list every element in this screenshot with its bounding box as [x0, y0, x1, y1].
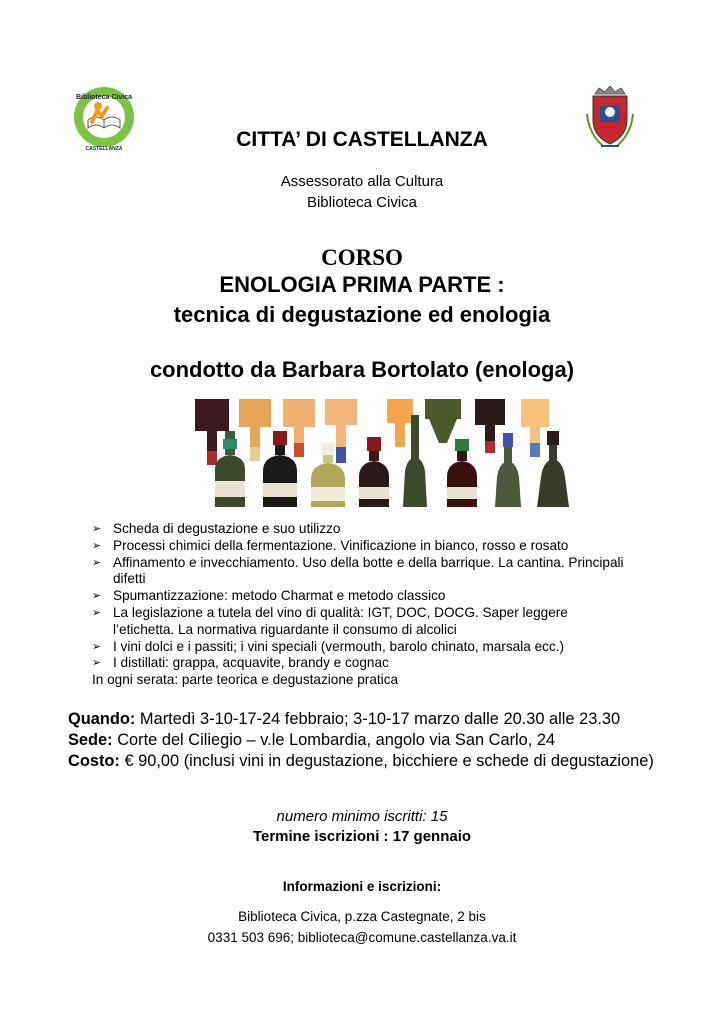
arrow-bullet-icon: ➢ [92, 657, 102, 670]
arrow-bullet-icon: ➢ [92, 523, 102, 535]
when-line [68, 709, 668, 730]
arrow-bullet-icon: ➢ [92, 606, 102, 619]
list-item: ➢ Scheda di degustazione e suo utilizzo [92, 521, 341, 536]
when-label: Quando: [68, 710, 136, 728]
library-contact: 0331 503 696; biblioteca@comune.castellanza.va.it [207, 930, 517, 945]
cost-value: € 90,00 (inclusi vini in degustazione, bicchiere e schede di degustazione) [119, 752, 654, 770]
minimum-enrollment: numero minimo iscritti: 15 [276, 808, 448, 825]
department-line-1: Assessorato alla Cultura [280, 173, 444, 190]
where-line [68, 730, 668, 751]
course-details [68, 709, 668, 772]
list-item: ➢ Affinamento e invecchiamento. Uso della botte e della barrique. La cantina. Principali difetti [92, 554, 624, 587]
list-item: ➢ Spumantizzazione: metodo Charmat e metodo classico [92, 588, 446, 604]
list-item: ➢ I distillati: grappa, acquavite, brandy e cognac [92, 655, 389, 671]
list-item: ➢ Processi chimici della fermentazione. Vinificazione in bianco, rosso e rosato [92, 537, 569, 553]
bottle-bottom-1 [215, 431, 245, 507]
bottle-bottom-6 [447, 439, 477, 507]
bottle-bottom-4 [359, 437, 389, 507]
bottle-bottom-8 [537, 431, 569, 507]
topics-list [92, 521, 632, 689]
where-label: Sede: [68, 731, 113, 749]
library-address: Biblioteca Civica, p.zza Castegnate, 2 bis [238, 909, 486, 924]
bottle-bottom-2 [263, 431, 297, 507]
list-item: ➢ I vini dolci e i passiti; i vini speciali (vermouth, barolo chinato, marsala ecc.) [92, 638, 565, 654]
department-line-2: Biblioteca Civica [306, 194, 418, 211]
bottle-top-1 [195, 399, 229, 465]
cost-line [68, 751, 668, 772]
bottle-bottom-7 [495, 433, 521, 507]
arrow-bullet-icon: ➢ [92, 539, 102, 552]
bottle-top-3 [283, 399, 315, 457]
course-title: ENOLOGIA PRIMA PARTE : [219, 272, 505, 297]
department [0, 171, 724, 213]
info-heading: Informazioni e iscrizioni: [282, 879, 442, 894]
cost-label: Costo: [68, 752, 120, 770]
course-teacher: condotto da Barbara Bortolato (enologa) [149, 357, 575, 382]
course-label: CORSO [321, 245, 403, 270]
bottle-top-2 [239, 399, 271, 461]
course-subtitle: tecnica di degustazione ed enologia [173, 302, 551, 327]
arrow-bullet-icon: ➢ [92, 556, 102, 569]
city-title: CITTA’ DI CASTELLANZA [236, 128, 488, 151]
where-value: Corte del Ciliegio – v.le Lombardia, angolo via San Carlo, 24 [112, 731, 556, 749]
bottle-top-8 [521, 399, 549, 457]
enrollment-deadline: Termine iscrizioni : 17 gennaio [252, 828, 472, 845]
svg-text:Biblioteca Civica: Biblioteca Civica [75, 94, 133, 101]
svg-text:CASTELLANZA: CASTELLANZA [85, 146, 123, 152]
bottle-bottom-5 [403, 415, 427, 507]
arrow-bullet-icon: ➢ [92, 640, 102, 653]
when-value: Martedì 3-10-17-24 febbraio; 3-10-17 marzo dalle 20.30 alle 23.30 [135, 710, 621, 728]
topics-note: In ogni serata: parte teorica e degustazione pratica [92, 672, 399, 688]
arrow-bullet-icon: ➢ [92, 590, 102, 603]
list-item: ➢ La legislazione a tutela del vino di qualità: IGT, DOC, DOCG. Saper leggere l’etichetta. La normativa riguardante il consumo di alcolici [92, 604, 568, 637]
bottle-top-5 [387, 399, 413, 447]
bottle-top-7 [475, 399, 505, 453]
wine-bottles-image [193, 399, 577, 507]
bottle-top-6 [425, 399, 461, 443]
